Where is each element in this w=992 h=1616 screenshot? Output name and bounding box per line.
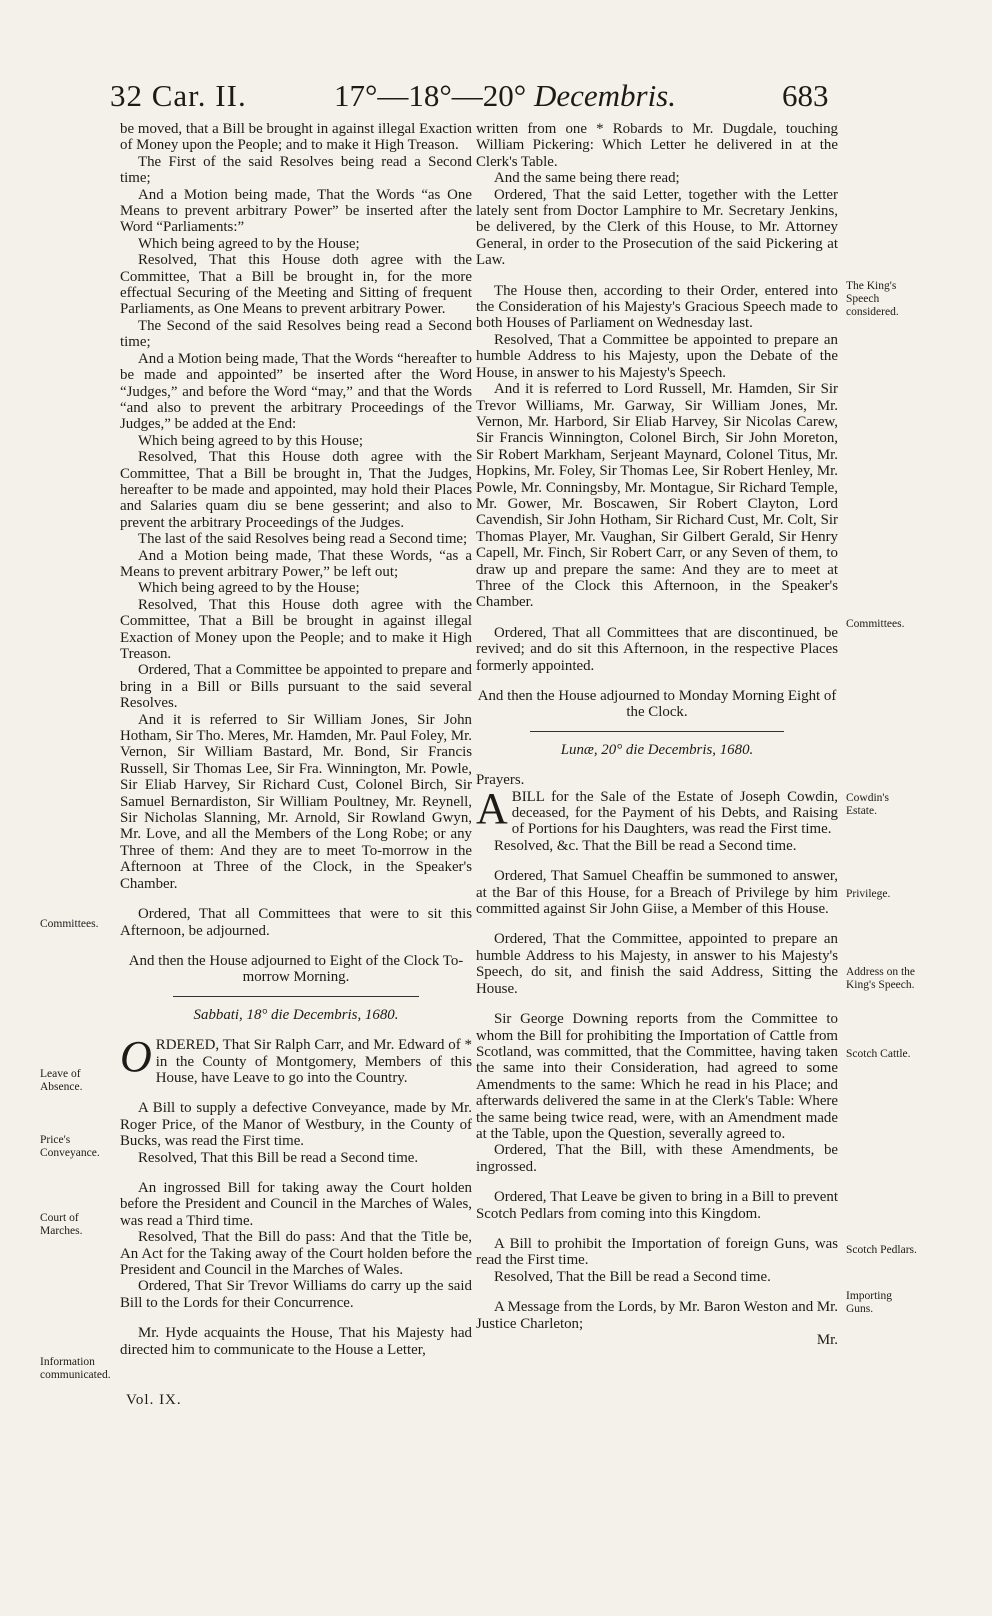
paragraph: And a Motion being made, That the Words “hereafter to be made and appointed” be inserted after the Word “Judges,” and before the Word “may,” and that the Words “and also to prevent the arbitrary Proceedings of the Judges,” be added at the End: <box>120 350 472 433</box>
paragraph-text: RDERED, That Sir Ralph Carr, and Mr. Edward of * in the County of Montgomery, Members of this House, have Leave to go into the Country. <box>155 1037 472 1086</box>
paragraph: Resolved, That this House doth agree with the Committee, That a Bill be brought in against illegal Exaction of Money upon the People; and to make it High Treason. <box>120 596 472 662</box>
paragraph: Resolved, That this House doth agree with the Committee, That a Bill be brought in, for the more effectual Securing of the Meeting and Sitting of frequent Parliaments, as One Means to prevent arbitrary Power. <box>120 252 472 318</box>
margin-note-importing-guns: Importing Guns. <box>846 1290 892 1315</box>
prayers-label: Prayers. <box>476 772 525 789</box>
date-heading: Sabbati, 18° die Decembris, 1680. <box>193 1006 399 1023</box>
paragraph: Ordered, That the Committee, appointed to prepare an humble Address to his Majesty, in answer to his Majesty's Speech, do sit, and finish the said Address, Sitting the House. <box>476 931 838 997</box>
paragraph: A Bill to supply a defective Conveyance, made by Mr. Roger Price, of the Manor of Westbury, in the County of Bucks, was read the First time. <box>120 1100 472 1150</box>
paragraph: be moved, that a Bill be brought in against illegal Exaction of Money upon the People; and to make it High Treason. <box>120 121 472 154</box>
paragraph: And it is referred to Lord Russell, Mr. Hamden, Sir Sir Trevor Williams, Mr. Garway, Sir William Jones, Mr. Vernon, Mr. Harbord, Sir Eliab Harvey, Sir Nicolas Carew, Sir Francis Winnington, Colonel Birch, Sir John Moreton, Sir Robert Markham, Serjeant Maynard, Colonel Titus, Mr. Hopkins, Mr. Foley, Sir Thomas Lee, Sir Robert Henley, Mr. Powle, Mr. Conningsby, Mr. Montague, Sir Richard Temple, Mr. Gower, Mr. Boscawen, Sir Robert Clayton, Lord Cavendish, Sir John Hotham, Sir Richard Cust, Mr. Colt, Sir Thomas Player, Mr. Vaughan, Sir Gilbert Gerald, Sir Henry Capell, Mr. Finch, Sir Robert Carr, or any Seven of them, to draw up and prepare the same: And they are to meet at Three of the Clock this Afternoon, in the Speaker's Chamber. <box>476 381 838 611</box>
paragraph: Ordered, That all Committees that were to sit this Afternoon, be adjourned. <box>120 906 472 939</box>
margin-note-kings-speech: The King's Speech considered. <box>846 280 899 318</box>
margin-note-prices-conveyance: Price's Conveyance. <box>40 1134 100 1159</box>
adjournment-note: And then the House adjourned to Eight of the Clock To-morrow Morning. <box>128 952 464 986</box>
paragraph: Ordered, That the said Letter, together with the Letter lately sent from Doctor Lamphire to Mr. Secretary Jenkins, be delivered, by the Clerk of this House, to Mr. Attorney General, in order to the Prosecution of the said Pickering at Law. <box>476 186 838 269</box>
catchword: Mr. <box>816 1332 838 1348</box>
margin-note-court-of-marches: Court of Marches. <box>40 1212 83 1237</box>
running-head-dates <box>334 78 676 114</box>
paragraph: And a Motion being made, That the Words “as One Means to prevent arbitrary Power” be inserted after the Word “Parliaments:” <box>120 186 472 236</box>
paragraph: written from one * Robards to Mr. Dugdale, touching William Pickering: Which Letter he delivered in at the Clerk's Table. <box>476 121 838 170</box>
paragraph: An ingrossed Bill for taking away the Court holden before the President and Council in the Marches of Wales, was read a Third time. <box>120 1179 472 1229</box>
page-header <box>0 78 992 122</box>
drop-cap: A <box>476 783 508 833</box>
paragraph: Ordered, That Sir Trevor Williams do carry up the said Bill to the Lords for their Concurrence. <box>120 1278 472 1311</box>
paragraph: Ordered, That the Bill, with these Amendments, be ingrossed. <box>476 1142 838 1175</box>
paragraph: A Message from the Lords, by Mr. Baron Weston and Mr. Justice Charleton; <box>476 1299 838 1332</box>
paragraph: Resolved, That the Bill do pass: And that the Title be, An Act for the Taking away of the Court holden before the President and Council in the Marches of Wales. <box>120 1229 472 1278</box>
margin-note-committees: Committees. <box>40 918 99 930</box>
paragraph <box>120 1032 472 1086</box>
paragraph: Ordered, That Leave be given to bring in a Bill to prevent Scotch Pedlars from coming into this Kingdom. <box>476 1189 838 1222</box>
paragraph: The House then, according to their Order, entered into the Consideration of his Majesty's Gracious Speech made to both Houses of Parliament on Wednesday last. <box>476 282 838 332</box>
paragraph: Sir George Downing reports from the Committee to whom the Bill for prohibiting the Importation of Cattle from Scotland, was committed, that the Committee, having taken the same into their Consideration, had agreed to some Amendments to the same: Which he read in his Place; and afterwards delivered the same in at the Clerk's Table: Where the same being twice read, were, with an Amendment made at the Table, upon the Question, severally agreed to. <box>476 1011 838 1142</box>
paragraph: Which being agreed to by this House; <box>138 432 363 449</box>
paragraph: Which being agreed to by the House; <box>138 235 360 252</box>
paragraph: Resolved, That this House doth agree with the Committee, That a Bill be brought in, That the Judges, hereafter to be made and appointed, may hold their Places and Salaries quam diu se bene gesserint; and also to prevent the arbitrary Proceedings of the Judges. <box>120 449 472 531</box>
paragraph: And a Motion being made, That these Words, “as a Means to prevent arbitrary Power,” be left out; <box>120 547 472 580</box>
paragraph: And the same being there read; <box>494 170 680 187</box>
paragraph: Ordered, That a Committee be appointed to prepare and bring in a Bill or Bills pursuant to the said several Resolves. <box>120 662 472 712</box>
section-divider <box>173 996 419 997</box>
paragraph: Resolved, That a Committee be appointed to prepare an humble Address to his Majesty, upon the Debate of the House, in answer to his Majesty's Speech. <box>476 331 838 381</box>
paragraph: Mr. Hyde acquaints the House, That his Majesty had directed him to communicate to the House a Letter, <box>120 1325 472 1358</box>
margin-note-scotch-cattle: Scotch Cattle. <box>846 1048 911 1060</box>
paragraph: The First of the said Resolves being read a Second time; <box>120 153 472 187</box>
margin-note-leave-of-absence: Leave of Absence. <box>40 1068 83 1093</box>
paragraph: Resolved, That this Bill be read a Second time. <box>138 1149 419 1166</box>
page-number: 683 <box>782 78 829 113</box>
running-head-day-numbers: 17°—18°—20° <box>334 78 527 113</box>
paragraph: The last of the said Resolves being read a Second time; <box>138 531 468 548</box>
paragraph: Which being agreed to by the House; <box>138 580 360 597</box>
paragraph: Resolved, &c. That the Bill be read a Second time. <box>494 837 797 854</box>
date-heading: Lunæ, 20° die Decembris, 1680. <box>560 741 754 758</box>
margin-note-committees: Committees. <box>846 618 905 630</box>
margin-note-information: Information communicated. <box>40 1356 111 1381</box>
margin-note-scotch-pedlars: Scotch Pedlars. <box>846 1244 917 1256</box>
paragraph <box>476 783 838 838</box>
left-column <box>120 121 472 1358</box>
section-divider <box>530 731 783 732</box>
paragraph: The Second of the said Resolves being read a Second time; <box>120 317 472 351</box>
paragraph: And it is referred to Sir William Jones, Sir John Hotham, Sir Tho. Meres, Mr. Hamden, Mr. Paul Foley, Mr. Vernon, Sir William Bastard, Mr. Bond, Sir Francis Russell, Sir Thomas Lee, Sir Fra. Winnington, Mr. Powle, Sir Eliab Harvey, Sir Richard Cust, Colonel Birch, Sir Samuel Bernardiston, Sir William Poultney, Mr. Reynell, Sir Nicholas Slanning, Mr. Arnold, Sir Rowland Gwyn, Mr. Love, and all the Members of the Long Robe; or any Three of them: And they are to meet To-morrow in the Afternoon at Three of the Clock, in the Speaker's Chamber. <box>120 711 472 892</box>
right-column <box>476 121 838 1348</box>
paragraph: Ordered, That all Committees that are discontinued, be revived; and do sit this Afternoon, in the respective Places formerly appointed. <box>476 624 838 674</box>
paragraph: Resolved, That the Bill be read a Second time. <box>494 1268 771 1285</box>
volume-signature: Vol. IX. <box>126 1392 182 1408</box>
running-head-reign: 32 Car. II. <box>110 78 247 113</box>
margin-note-cowdins-estate: Cowdin's Estate. <box>846 792 889 817</box>
paragraph-text: BILL for the Sale of the Estate of Joseph Cowdin, deceased, for the Payment of his Debts, and Raising of Portions for his Daughters, was read the First time. <box>511 788 838 838</box>
margin-note-privilege: Privilege. <box>846 888 891 900</box>
margin-note-address: Address on the King's Speech. <box>846 966 915 991</box>
paragraph: A Bill to prohibit the Importation of foreign Guns, was read the First time. <box>476 1235 838 1269</box>
adjournment-note: And then the House adjourned to Monday Morning Eight of the Clock. <box>477 688 837 721</box>
paragraph: Ordered, That Samuel Cheaffin be summoned to answer, at the Bar of this House, for a Breach of Privilege by him committed against Sir John Giise, a Member of this House. <box>476 868 838 918</box>
drop-cap: O <box>120 1032 152 1082</box>
running-head-month: Decembris. <box>533 78 676 113</box>
